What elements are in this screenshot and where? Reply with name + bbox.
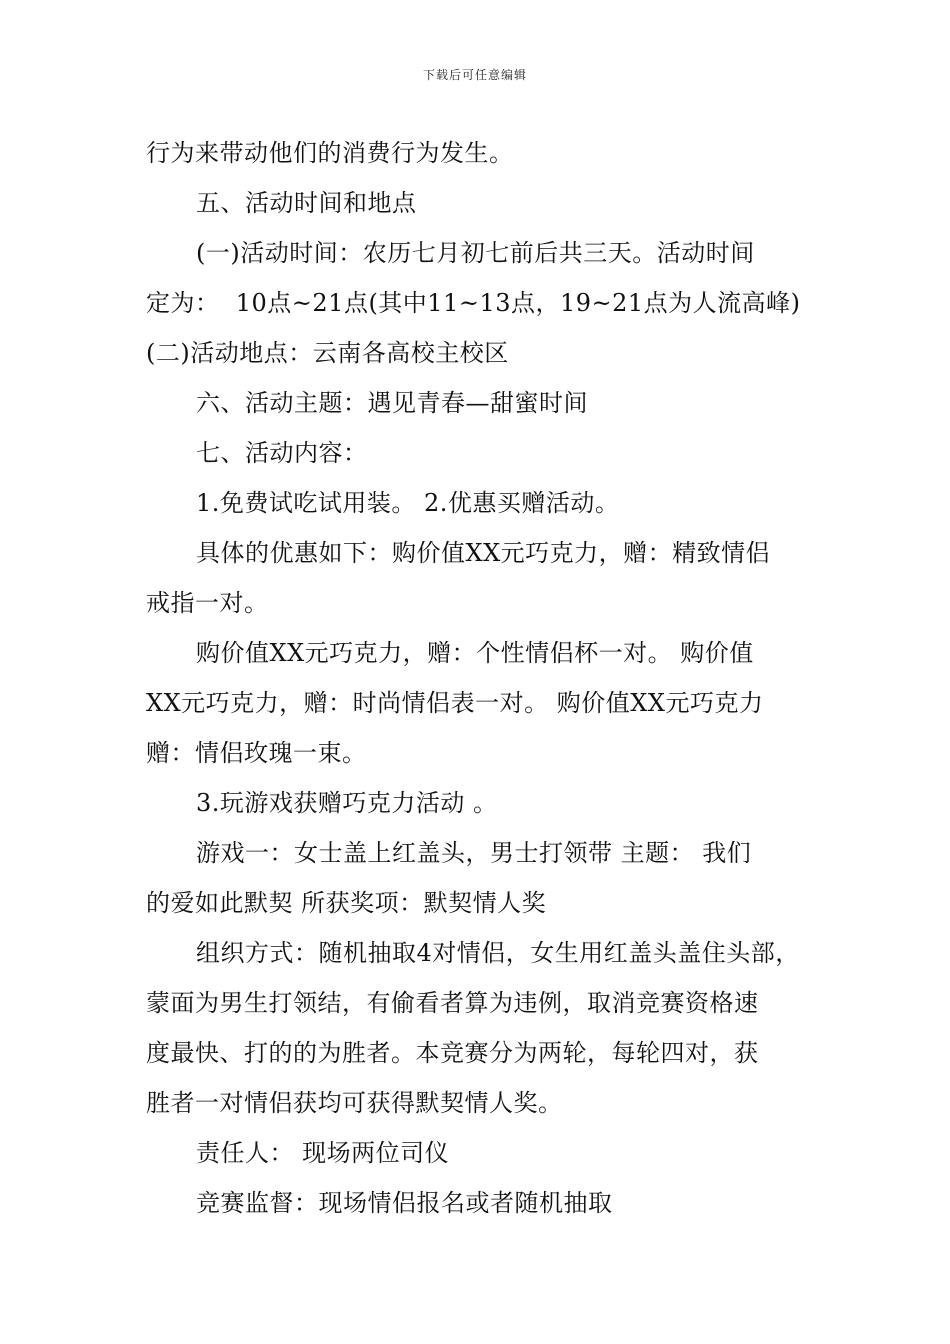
text-line: 3.玩游戏获赠巧克力活动 。 [196, 789, 498, 817]
section-heading-content: 七、活动内容： [196, 439, 368, 467]
text-line: 组织方式：随机抽取4对情侣，女生用红盖头盖住头部， [196, 939, 800, 967]
section-heading-time-location: 五、活动时间和地点 [196, 189, 417, 217]
text-line: 定为： 10点~21点(其中11~13点，19~21点为人流高峰) [146, 289, 801, 317]
text-line: 赠：情侣玫瑰一束。 [146, 739, 367, 767]
text-line: 具体的优惠如下：购价值XX元巧克力，赠：精致情侣 [196, 539, 771, 567]
text-line: 度最快、打的的为胜者。本竞赛分为两轮，每轮四对，获 [146, 1039, 759, 1067]
page-header: 下载后可任意编辑 [422, 68, 527, 82]
text-line: XX元巧克力，赠：时尚情侣表一对。 购价值XX元巧克力 [146, 689, 764, 717]
text-line: 购价值XX元巧克力，赠：个性情侣杯一对。 购价值 [196, 639, 754, 667]
text-line: 蒙面为男生打领结，有偷看者算为违例，取消竞赛资格速 [146, 989, 759, 1017]
text-line: 戒指一对。 [146, 589, 269, 617]
text-line: 的爱如此默契 所获奖项：默契情人奖 [146, 889, 547, 917]
text-line: (二)活动地点：云南各高校主校区 [146, 339, 509, 367]
section-heading-theme: 六、活动主题：遇见青春—甜蜜时间 [196, 389, 588, 417]
text-line: 责任人： 现场两位司仪 [196, 1139, 450, 1167]
text-line: 胜者一对情侣获均可获得默契情人奖。 [146, 1089, 563, 1117]
text-line: 游戏一：女士盖上红盖头，男士打领带 主题： 我们 [196, 839, 752, 867]
document-body [146, 128, 816, 1228]
text-line: (一)活动时间：农历七月初七前后共三天。活动时间 [196, 239, 755, 267]
text-line: 竞赛监督：现场情侣报名或者随机抽取 [196, 1189, 613, 1217]
text-line: 行为来带动他们的消费行为发生。 [146, 139, 514, 167]
text-line: 1.免费试吃试用装。 2.优惠买赠活动。 [196, 489, 620, 517]
